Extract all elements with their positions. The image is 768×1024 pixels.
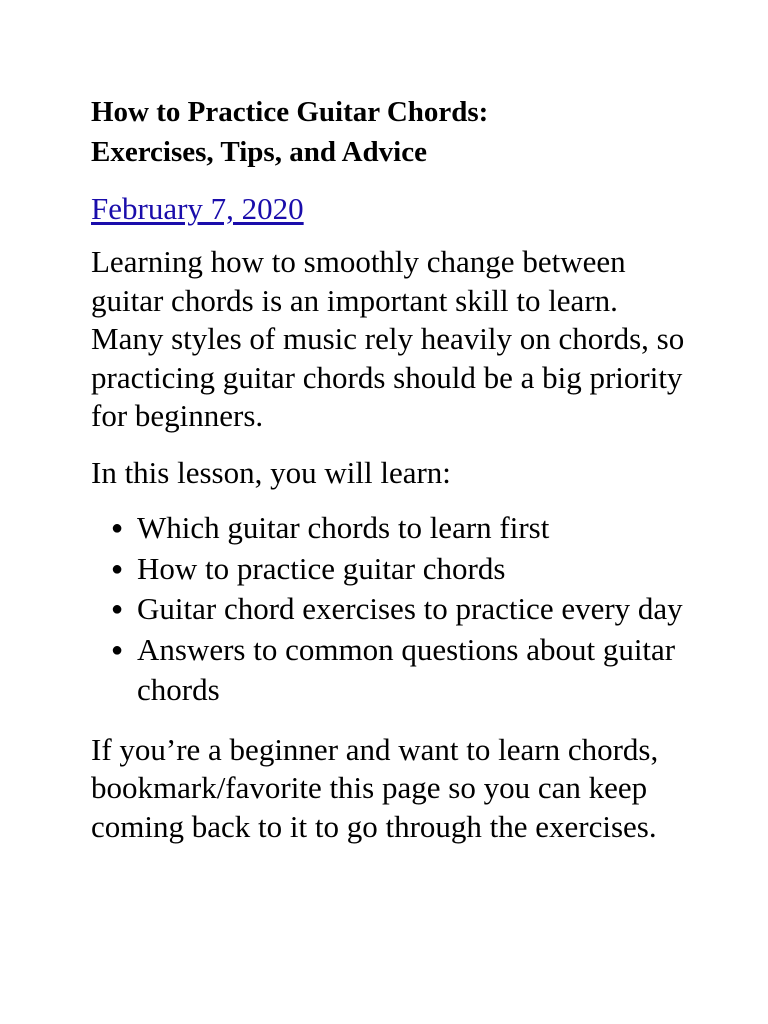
title-line-2: Exercises, Tips, and Advice <box>91 136 427 168</box>
list-item-text: Which guitar chords to learn first <box>137 510 550 545</box>
list-item <box>91 508 688 549</box>
list-item <box>91 589 688 630</box>
intro-paragraph: Learning how to smoothly change between guitar chords is an important skill to learn. Many styles of music rely heavily on chords, so practicing guitar chords should be a big priority for beginners. <box>91 244 685 433</box>
list-item <box>91 630 688 711</box>
list-item-text: Answers to common questions about guitar chords <box>137 631 676 707</box>
bullet-icon: ● <box>111 598 124 620</box>
title-line-1: How to Practice Guitar Chords: <box>91 96 489 128</box>
bullet-icon: ● <box>111 638 124 661</box>
lesson-intro: In this lesson, you will learn: <box>91 454 451 490</box>
bullet-icon: ● <box>111 557 124 580</box>
list-item-text: Guitar chord exercises to practice every day <box>137 591 683 626</box>
closing-paragraph: If you’re a beginner and want to learn chords, bookmark/favorite this page so you can keep coming back to it to go through the exercises. <box>91 731 659 844</box>
bullet-icon: ● <box>111 517 124 539</box>
lesson-bullet-list <box>91 508 688 711</box>
list-item-text: How to practice guitar chords <box>137 550 506 586</box>
list-item <box>91 549 688 590</box>
publish-date-link[interactable]: February 7, 2020 <box>91 191 304 226</box>
article-title <box>91 92 688 172</box>
